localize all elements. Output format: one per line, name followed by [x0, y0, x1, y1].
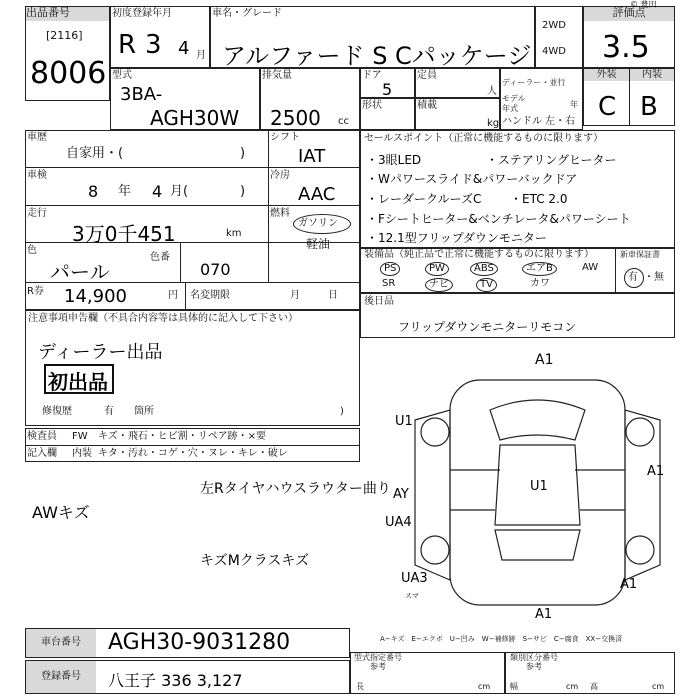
shift-label: シフト [270, 132, 300, 143]
equip-tv: TV [476, 278, 497, 292]
ac-label: 冷房 [270, 170, 290, 181]
fuel-gas: ガソリン [298, 218, 338, 229]
equipment-divider [615, 248, 616, 293]
mark-right-a1: A1 [647, 464, 665, 479]
equip-aw: AW [582, 262, 599, 273]
car-name-label: 車名・グレード [212, 8, 282, 19]
dealer-label: ディーラー・並行 [502, 78, 566, 87]
dims-cm-1: cm [478, 682, 491, 691]
fuel-diesel: 軽油 [306, 237, 331, 251]
equip-airbag: エアB [522, 262, 557, 276]
load-label: 積載 [417, 100, 437, 111]
remark-line-1: 左Rタイヤハウスラウター曲り [200, 481, 391, 497]
repair-place: 箇所 [134, 406, 154, 417]
model-year-unit: 年 [570, 100, 578, 109]
displacement-unit: cc [338, 116, 349, 127]
handle-label: ハンドル 左・右 [502, 116, 576, 127]
warranty-yes: 有 [628, 272, 638, 283]
equipment-title: 装備品（純正品で正常に機能するものに限ります） [364, 249, 594, 260]
fuel-gas-circle [293, 214, 351, 234]
dims-length-label: 長 [356, 682, 364, 691]
plate-number: 八王子 336 3,127 [108, 671, 243, 690]
drive-cell [535, 6, 583, 68]
registration-month: 4 [178, 38, 190, 59]
selling-point-3: ・Wパワースライド&パワーバックドア [366, 172, 578, 186]
color-label: 色 [27, 245, 37, 256]
row-line-2 [25, 205, 360, 206]
aftermarket-label: 後日品 [364, 296, 394, 307]
wheel-front-left [421, 418, 449, 446]
car-diagram [385, 350, 680, 622]
registration-month-unit: 月 [196, 50, 206, 61]
dims-width-label: 幅 [510, 682, 518, 691]
equip-leather: カワ [530, 278, 550, 289]
inspection-month: 4 [152, 182, 163, 201]
mark-rear-right: A1 [620, 577, 638, 592]
chassis-label: 車台番号 [26, 629, 96, 657]
damage-legend: A−キズ E−エクボ U−凹み W−補修跡 S−サビ C−腐食 XX−交換済 [380, 635, 623, 643]
mileage-unit: km [226, 228, 242, 239]
repair-value: 有 [104, 406, 114, 417]
wheel-rear-left [421, 536, 449, 564]
doors: 5 [382, 80, 393, 99]
name-change-day: 日 [328, 290, 338, 301]
inspection-month-unit: 月( [170, 184, 189, 199]
plate-label: 登録番号 [26, 661, 96, 693]
color-no-label: 色番 [150, 252, 170, 263]
car-name: アルファード S Cパッケージ [222, 42, 532, 70]
lot-sub-number: [2116] [46, 29, 83, 42]
registration-label: 初度登録年月 [112, 8, 172, 19]
car-rear-window [495, 530, 580, 560]
notes-line-1: ディーラー出品 [38, 342, 163, 363]
drive-2wd: 2WD [542, 20, 566, 31]
inspector-mid-line [25, 445, 360, 446]
shift: IAT [298, 146, 326, 167]
equip-abs: ABS [470, 262, 498, 276]
lot-number: 8006 [30, 56, 107, 91]
notes-title: 注意事項申告欄（不具合内容等は具体的に記入して下さい） [28, 313, 298, 324]
color: パール [50, 260, 110, 284]
equip-pw: PW [425, 262, 449, 276]
warranty-yes-circle [624, 268, 644, 288]
exterior-grade: C [598, 92, 617, 122]
capacity-label: 定員 [417, 70, 437, 81]
history-value: 自家用・( [66, 146, 124, 161]
registration-year: 3 [145, 30, 162, 60]
ac: AAC [298, 184, 336, 205]
type-prefix: 3BA- [120, 84, 163, 105]
remark-line-2: AWキズ [32, 503, 90, 522]
mark-ua4: UA4 [385, 515, 412, 530]
inspection-label: 車検 [27, 170, 47, 181]
recycle-unit: 円 [168, 290, 178, 301]
warranty-no: ・無 [644, 272, 664, 283]
model-year-label: モデル年式 [502, 94, 526, 113]
history-label: 車歴 [27, 132, 47, 143]
mark-center-u1: U1 [530, 479, 548, 494]
class-label: 類別区分番号 [510, 653, 558, 662]
name-change-month: 月 [290, 290, 300, 301]
wheel-front-right [626, 418, 654, 446]
chassis-number: AGH30-9031280 [108, 630, 291, 655]
door-label: ドア [362, 70, 382, 81]
warranty-label: 新車保証書 [620, 250, 660, 259]
selling-point-7: ・12.1型フリップダウンモニター [366, 231, 547, 245]
type-designation-sub: 参考 [370, 662, 386, 671]
mileage: 3万0千451 [72, 222, 176, 246]
inspector-fw: FW [72, 431, 88, 442]
type-label: 型式 [112, 70, 132, 81]
capacity-unit: 人 [487, 86, 497, 97]
dims-cm-2: cm [566, 682, 579, 691]
selling-point-2: ・ステアリングヒーター [486, 153, 617, 167]
type-value: AGH30W [150, 106, 240, 130]
type-designation-label: 型式指定番号 [354, 653, 402, 662]
repair-label: 修復歴 [42, 406, 72, 417]
inspector-label-2: 記入欄 [27, 448, 57, 459]
selling-points-title: セールスポイント（正常に機能するものに限ります） [364, 133, 604, 144]
recycle: 14,900 [64, 286, 127, 307]
wheel-rear-right [626, 536, 654, 564]
interior-label: 内装 [630, 69, 674, 81]
displacement-label: 排気量 [262, 70, 292, 81]
col-line-1 [268, 130, 269, 282]
equip-sr: SR [382, 278, 396, 289]
lot-number-label: 出品番号 [26, 7, 109, 21]
displacement: 2500 [270, 106, 321, 130]
inspector-marks-1: キズ・飛石・ヒビ割・リペア跡・×要 [98, 431, 266, 442]
aftermarket-value: フリップダウンモニターリモコン [398, 320, 577, 334]
recycle-label: R券 [27, 286, 44, 297]
drive-4wd: 4WD [542, 46, 566, 57]
mark-left-u1: U1 [395, 414, 413, 429]
ext-int-divider [629, 68, 630, 126]
inspector-marks-2: キタ・汚れ・コゲ・穴・ヌレ・キレ・破レ [98, 448, 288, 459]
inspector-label-1: 検査員 [27, 431, 57, 442]
repair-close: ) [340, 406, 344, 417]
smart-label: スマ [405, 592, 419, 600]
registration-era: R [118, 30, 137, 60]
dims-cm-3: cm [652, 682, 665, 691]
left-side-panel [415, 410, 450, 580]
color-no-divider [180, 242, 181, 282]
inspection-year-unit: 年 [118, 184, 132, 199]
interior-grade: B [640, 92, 658, 122]
score: 3.5 [602, 30, 650, 65]
row-line-1 [25, 167, 360, 168]
mileage-label: 走行 [27, 208, 47, 219]
mark-ay: AY [393, 487, 409, 502]
load-unit: kg [487, 118, 500, 129]
top-right-note: © 豊田 [630, 0, 657, 9]
dims-height-label: 高 [590, 682, 598, 691]
car-front-window [490, 400, 585, 440]
score-label: 評価点 [584, 7, 674, 21]
first-listing-stamp-text: 初出品 [48, 370, 108, 394]
mark-top: A1 [535, 352, 554, 368]
recycle-divider [185, 282, 186, 310]
mark-ua3: UA3 [401, 571, 428, 586]
right-side-panel [625, 410, 660, 580]
equip-navi: ナビ [425, 278, 453, 292]
exterior-label: 外装 [584, 69, 629, 81]
inspector-naisou: 内装 [72, 448, 92, 459]
selling-point-5: ・ETC 2.0 [510, 192, 568, 206]
equip-ps: PS [380, 262, 400, 276]
inspection-close: ) [240, 184, 246, 199]
class-sub: 参考 [526, 662, 542, 671]
fuel-label: 燃料 [270, 208, 290, 219]
shape-label: 形状 [362, 100, 382, 111]
mark-bottom: A1 [535, 607, 553, 622]
selling-point-6: ・Fシートヒーター&ベンチレータ&パワーシート [366, 212, 631, 226]
selling-point-4: ・レーダークルーズC [366, 192, 482, 206]
selling-point-1: ・3眼LED [366, 153, 422, 167]
color-no: 070 [200, 260, 231, 279]
history-close: ) [240, 146, 246, 161]
name-change-label: 名変期限 [190, 290, 230, 301]
inspection-year: 8 [88, 182, 99, 201]
remark-line-3: キズMクラスキズ [200, 553, 310, 569]
